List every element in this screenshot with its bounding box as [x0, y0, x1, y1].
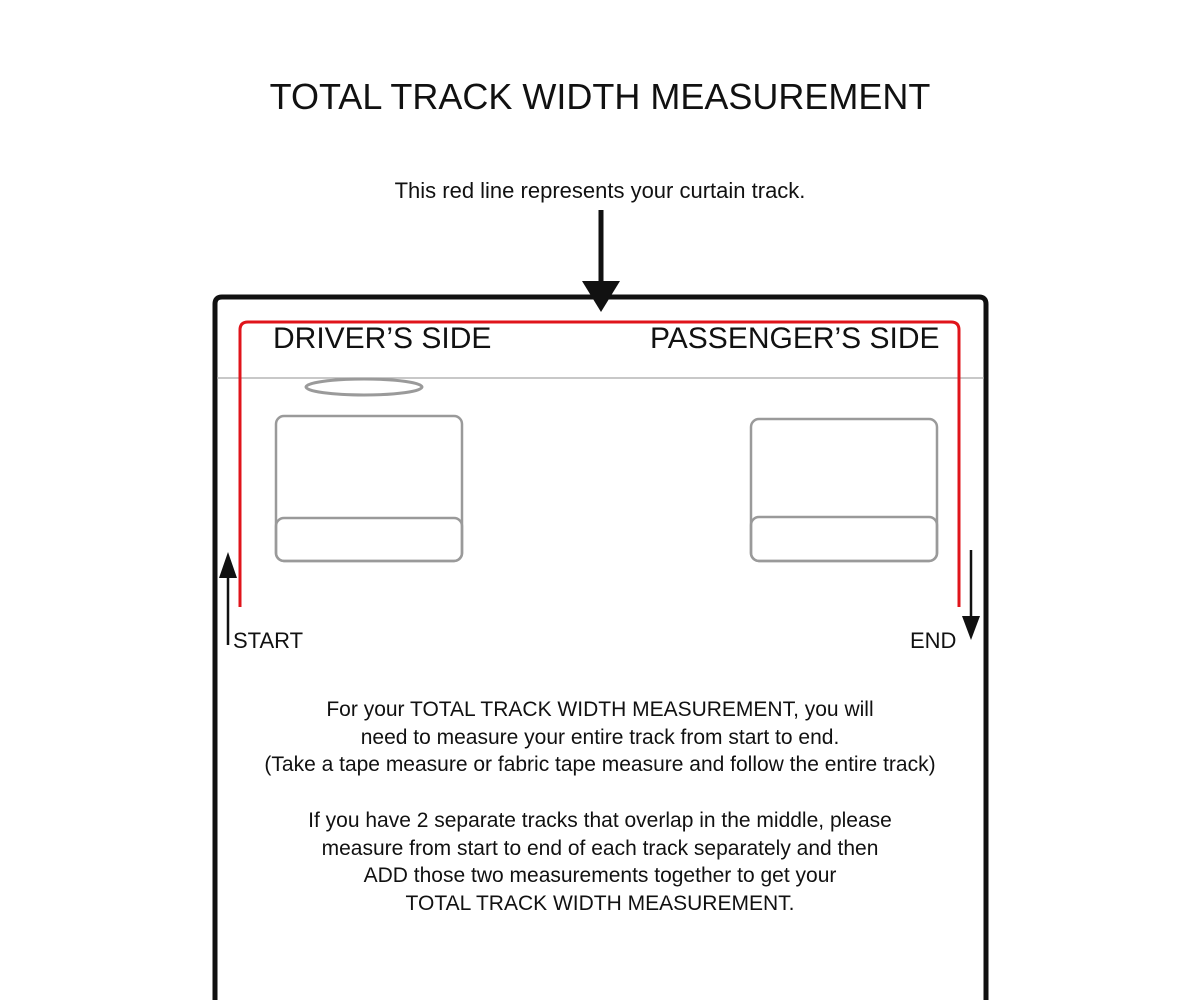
instruction-line: (Take a tape measure or fabric tape measure and follow the entire track) — [264, 753, 936, 776]
page-title: TOTAL TRACK WIDTH MEASUREMENT — [269, 76, 931, 117]
end-label: END — [910, 628, 957, 653]
instructions-paragraph-1 — [220, 696, 980, 779]
driver-side-label: DRIVER’S SIDE — [273, 322, 492, 355]
passenger-seat — [751, 419, 937, 561]
steering-wheel — [306, 379, 422, 395]
start-label: START — [233, 628, 304, 653]
instruction-line: TOTAL TRACK WIDTH MEASUREMENT. — [405, 891, 795, 915]
instruction-line: need to measure your entire track from start to end. — [360, 725, 840, 749]
driver-seat — [276, 416, 462, 561]
instruction-line: For your TOTAL TRACK WIDTH MEASUREMENT, you will — [326, 698, 874, 721]
instruction-line: If you have 2 separate tracks that overlap in the middle, please — [308, 809, 892, 832]
instruction-line: ADD those two measurements together to get your — [363, 864, 837, 887]
track-note: This red line represents your curtain track. — [394, 178, 806, 203]
instruction-line: measure from start to end of each track separately and then — [321, 836, 879, 860]
instructions-paragraph-2 — [220, 807, 980, 917]
passenger-side-label: PASSENGER’S SIDE — [650, 322, 940, 355]
end-arrow-head — [962, 616, 980, 640]
start-arrow-head — [219, 552, 237, 578]
curtain-track — [240, 322, 959, 607]
